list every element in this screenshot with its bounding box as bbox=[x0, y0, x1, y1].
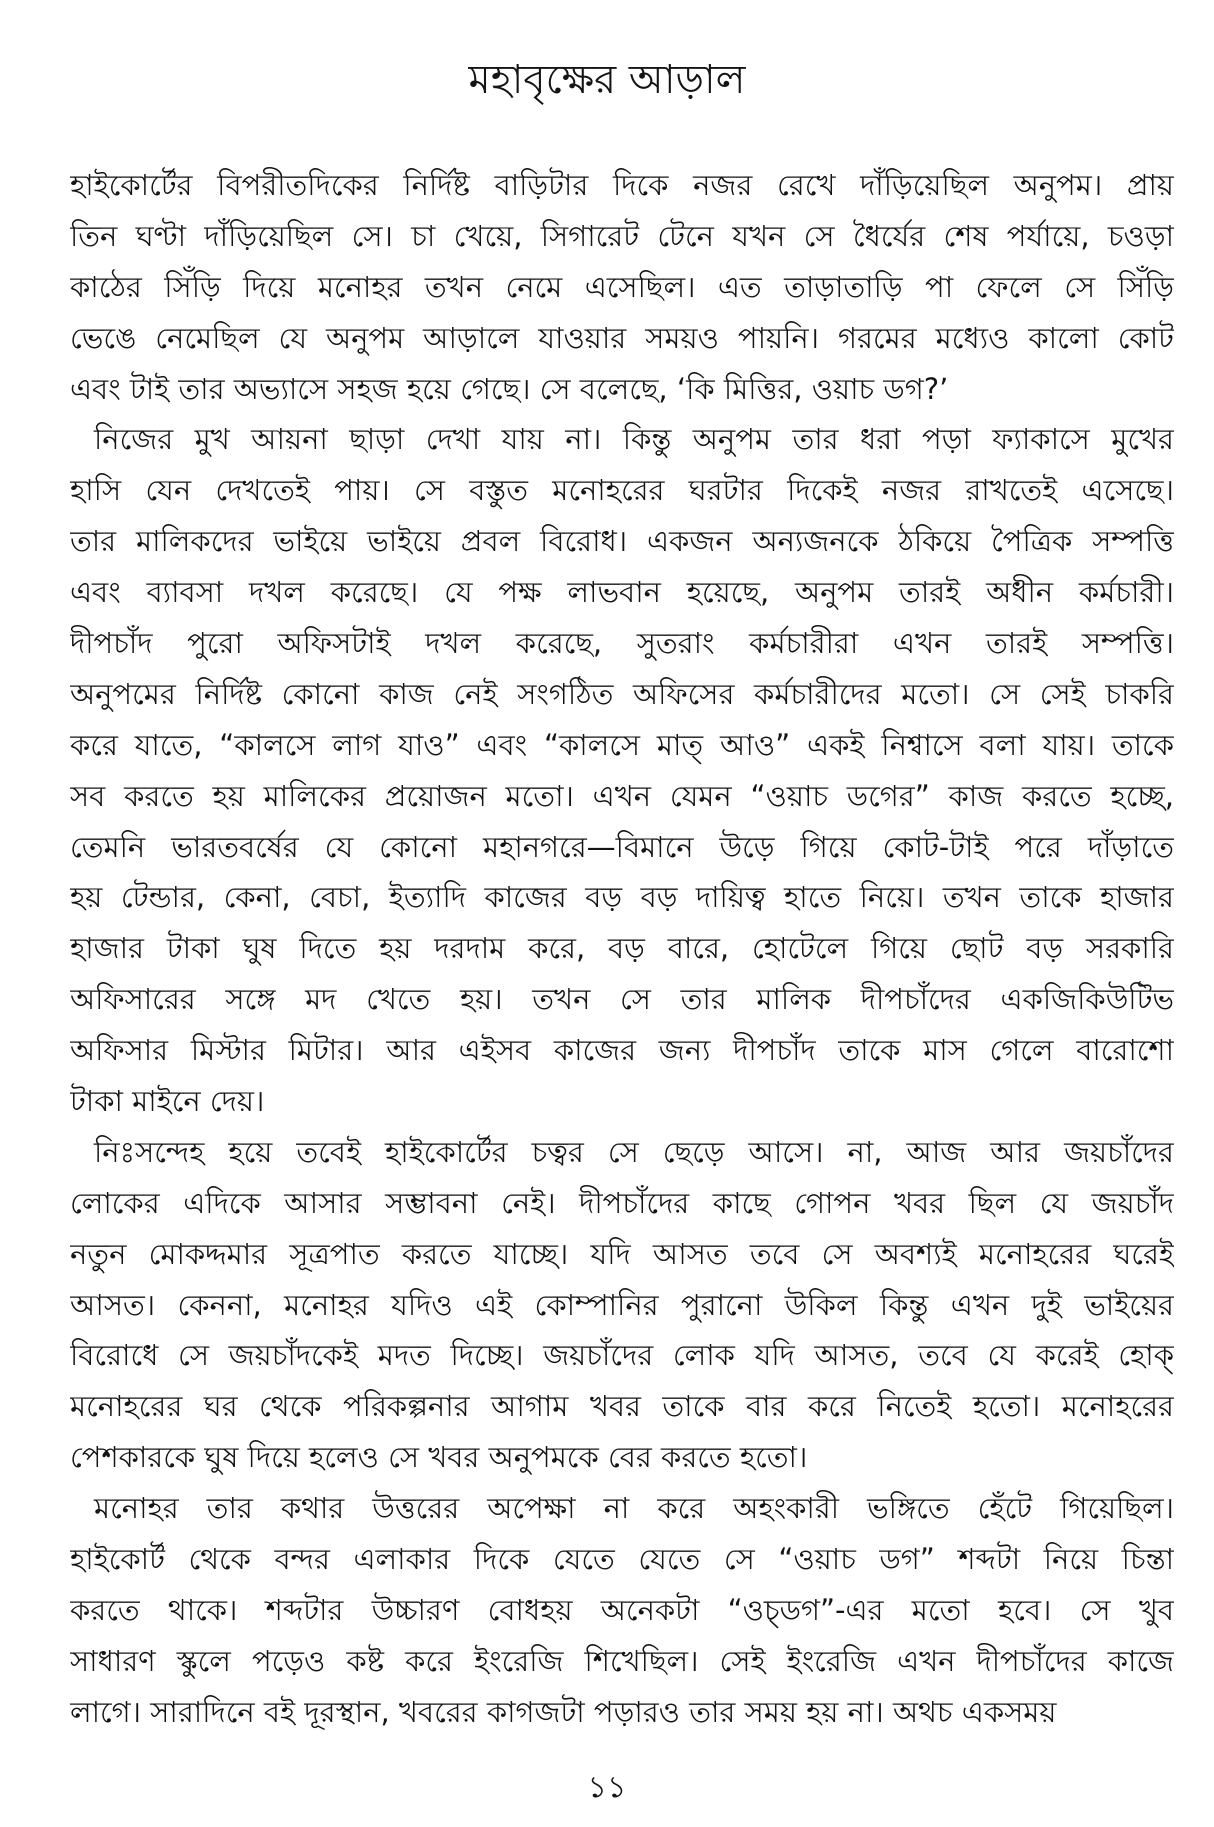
text-line: দীপচাঁদ পুরো অফিসটাই দখল করেছে, সুতরাং কর্মচারীরা এখন তারই সম্পত্তি। bbox=[70, 626, 1174, 661]
text-line: নতুন মোকদ্দমার সূত্রপাত করতে যাচ্ছে। যদি আসত তবে সে অবশ্যই মনোহরের ঘরেই bbox=[70, 1236, 1174, 1271]
text-line: অফিসারের সঙ্গে মদ খেতে হয়। তখন সে তার মালিক দীপচাঁদের একজিকিউটিভ bbox=[70, 982, 1174, 1017]
page-number: ১১ bbox=[587, 1770, 627, 1805]
text-line: হয় টেন্ডার, কেনা, বেচা, ইত্যাদি কাজের বড় বড় দায়িত্ব হাতে নিয়ে। তখন তাকে হাজার bbox=[70, 880, 1174, 915]
text-line: হাইকোর্টের বিপরীতদিকের নির্দিষ্ট বাড়িটার দিকে নজর রেখে দাঁড়িয়েছিল অনুপম। প্রায় bbox=[70, 168, 1174, 202]
text-line: তার মালিকদের ভাইয়ে ভাইয়ে প্রবল বিরোধ। একজন অন্যজনকে ঠকিয়ে পৈত্রিক সম্পত্তি bbox=[70, 524, 1174, 559]
text-line: তিন ঘণ্টা দাঁড়িয়েছিল সে। চা খেয়ে, সিগারেট টেনে যখন সে ধৈর্যের শেষ পর্যায়ে, চওড়া bbox=[70, 218, 1174, 253]
text-line: লোকের এদিকে আসার সম্ভাবনা নেই। দীপচাঁদের কাছে গোপন খবর ছিল যে জয়চাঁদ bbox=[70, 1185, 1174, 1220]
text-line: এবং টাই তার অভ্যাসে সহজ হয়ে গেছে। সে বলেছে, ‘কি মিত্তির, ওয়াচ ডগ?’ bbox=[70, 371, 949, 406]
text-line: তেমনি ভারতবর্ষের যে কোনো মহানগরে—বিমানে উড়ে গিয়ে কোট-টাই পরে দাঁড়াতে bbox=[70, 829, 1174, 864]
text-line: অফিসার মিস্টার মিটার। আর এইসব কাজের জন্য দীপচাঁদ তাকে মাস গেলে বারোশো bbox=[70, 1033, 1174, 1068]
text-line: ভেঙে নেমেছিল যে অনুপম আড়ালে যাওয়ার সময়ও পায়নি। গরমের মধ্যেও কালো কোট bbox=[70, 320, 1174, 355]
text-line: নিঃসন্দেহ হয়ে তবেই হাইকোর্টের চত্বর সে ছেড়ে আসে। না, আজ আর জয়চাঁদের bbox=[94, 1134, 1174, 1169]
text-line: মনোহরের ঘর থেকে পরিকল্পনার আগাম খবর তাকে বার করে নিতেই হতো। মনোহরের bbox=[70, 1389, 1174, 1424]
text-line: করতে থাকে। শব্দটার উচ্চারণ বোধহয় অনেকটা “ওচ্ডগ”-এর মতো হবে। সে খুব bbox=[70, 1592, 1174, 1627]
text-line: সাধারণ স্কুলে পড়েও কষ্ট করে ইংরেজি শিখেছিল। সেই ইংরেজি এখন দীপচাঁদের কাজে bbox=[70, 1643, 1174, 1678]
text-line: হাইকোর্ট থেকে বন্দর এলাকার দিকে যেতে যেতে সে “ওয়াচ ডগ” শব্দটা নিয়ে চিন্তা bbox=[70, 1542, 1174, 1577]
text-line: লাগে। সারাদিনে বই দূরস্থান, খবরের কাগজটা পড়ারও তার সময় হয় না। অথচ একসময় bbox=[70, 1694, 1057, 1729]
text-line: মনোহর তার কথার উত্তরের অপেক্ষা না করে অহংকারী ভঙ্গিতে হেঁটে গিয়েছিল। bbox=[94, 1491, 1174, 1526]
text-line: সব করতে হয় মালিকের প্রয়োজন মতো। এখন যেমন “ওয়াচ ডগের” কাজ করতে হচ্ছে, bbox=[70, 778, 1174, 813]
text-line: হাসি যেন দেখতেই পায়। সে বস্তুত মনোহরের ঘরটার দিকেই নজর রাখতেই এসেছে। bbox=[70, 473, 1174, 508]
text-line: নিজের মুখ আয়না ছাড়া দেখা যায় না। কিন্তু অনুপম তার ধরা পড়া ফ্যাকাসে মুখের bbox=[94, 422, 1174, 457]
text-line: এবং ব্যাবসা দখল করেছে। যে পক্ষ লাভবান হয়েছে, অনুপম তারই অধীন কর্মচারী। bbox=[70, 575, 1174, 610]
text-line: পেশকারকে ঘুষ দিয়ে হলেও সে খবর অনুপমকে বের করতে হতো। bbox=[70, 1440, 808, 1475]
text-line: হাজার টাকা ঘুষ দিতে হয় দরদাম করে, বড় বারে, হোটেলে গিয়ে ছোট বড় সরকারি bbox=[70, 931, 1174, 966]
text-line: অনুপমের নির্দিষ্ট কোনো কাজ নেই সংগঠিত অফিসের কর্মচারীদের মতো। সে সেই চাকরি bbox=[70, 676, 1174, 711]
body-text bbox=[70, 160, 1174, 1738]
text-line: আসত। কেননা, মনোহর যদিও এই কোম্পানির পুরানো উকিল কিন্তু এখন দুই ভাইয়ের bbox=[70, 1287, 1174, 1322]
text-line: কাঠের সিঁড়ি দিয়ে মনোহর তখন নেমে এসেছিল। এত তাড়াতাড়ি পা ফেলে সে সিঁড়ি bbox=[70, 269, 1174, 304]
text-line: টাকা মাইনে দেয়। bbox=[70, 1084, 265, 1119]
text-line: করে যাতে, “কালসে লাগ যাও” এবং “কালসে মাত্ আও” একই নিশ্বাসে বলা যায়। তাকে bbox=[70, 727, 1174, 762]
text-line: বিরোধে সে জয়চাঁদকেই মদত দিচ্ছে। জয়চাঁদের লোক যদি আসত, তবে যে করেই হোক্ bbox=[70, 1338, 1174, 1373]
chapter-title: মহাবৃক্ষের আড়াল bbox=[468, 57, 746, 103]
